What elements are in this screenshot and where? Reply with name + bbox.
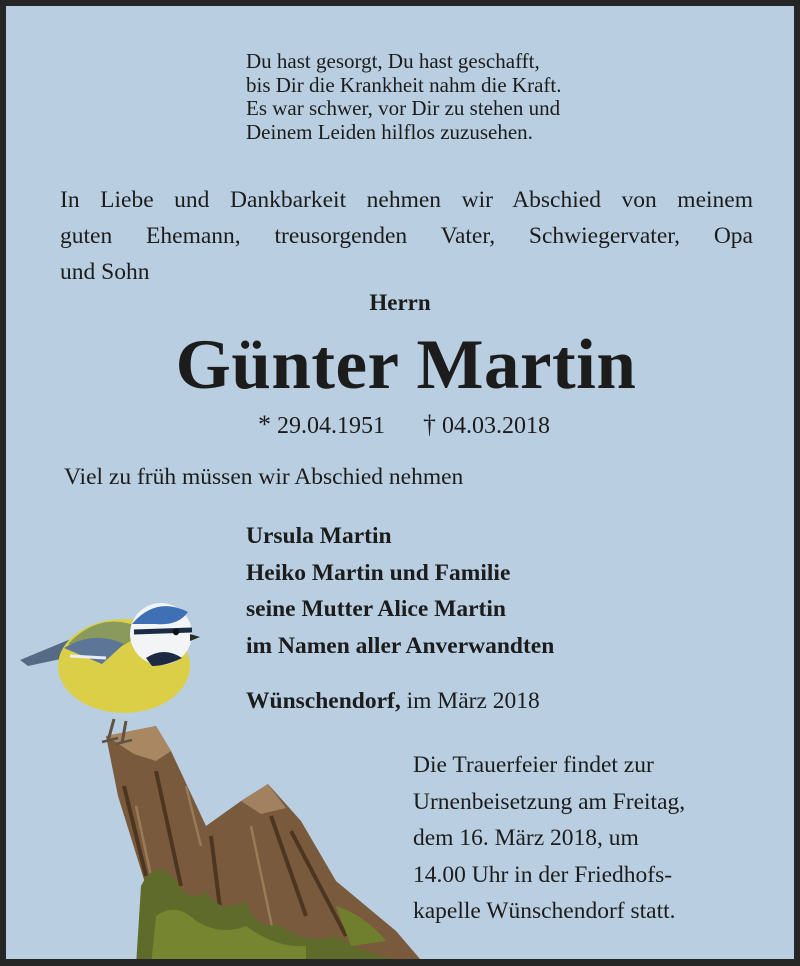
poem-line: bis Dir die Krankheit nahm die Kraft. [246,72,562,97]
place-month: im März 2018 [400,688,540,714]
mourner: Heiko Martin und Familie [246,559,511,586]
funeral-line: Urnenbeisetzung am Freitag, [413,788,686,815]
death-cross-icon: † [423,410,436,439]
poem-line: Es war schwer, vor Dir zu stehen und [246,96,561,120]
intro-text [60,182,753,290]
mourner: im Namen aller Anverwandten [246,632,555,659]
blue-tit-on-stump-illustration [6,586,426,966]
life-dates [6,410,800,440]
poem [246,50,562,144]
funeral-line: kapelle Wünschendorf statt. [413,898,676,924]
intro-line: und Sohn [60,259,150,285]
farewell-line: Viel zu früh müssen wir Abschied nehmen [64,464,464,490]
tree-stump [106,726,426,966]
intro-line: guten Ehemann, treusorgenden Vater, Schwiegervater, Opa [60,223,753,249]
deceased-name: Günter Martin [175,326,637,404]
funeral-info [413,747,685,930]
death-date: 04.03.2018 [442,413,550,439]
funeral-line: 14.00 Uhr in der Friedhofs- [413,861,673,888]
birth-star-icon: * [258,410,271,439]
poem-line: Du hast gesorgt, Du hast geschafft, [246,49,540,73]
birth-date: 29.04.1951 [277,413,385,439]
mourner: seine Mutter Alice Martin [246,596,506,622]
salutation: Herrn [369,290,431,315]
blue-tit-bird [20,603,200,744]
place-town: Wünschendorf, [246,688,401,714]
funeral-line: dem 16. März 2018, um [413,825,639,851]
poem-line: Deinem Leiden hilflos zuzusehen. [246,119,533,144]
funeral-line: Die Trauerfeier findet zur [413,752,654,778]
intro-line: In Liebe und Dankbarkeit nehmen wir Abschied von meinem [60,187,753,213]
mourner: Ursula Martin [246,523,392,549]
